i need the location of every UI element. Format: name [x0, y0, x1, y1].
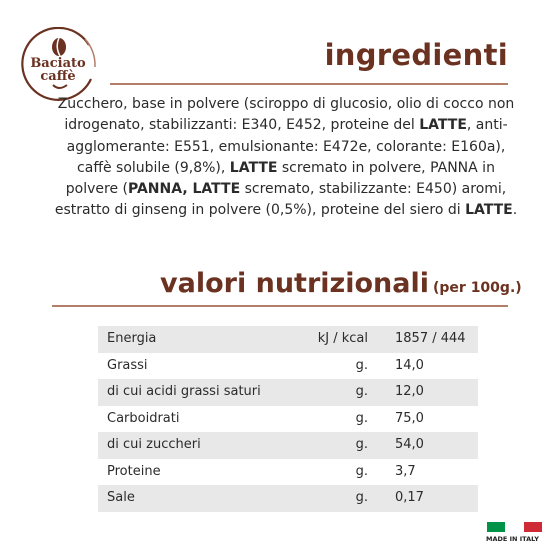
allergen-text: LATTE	[419, 117, 467, 134]
nutrient-name: Grassi	[107, 357, 148, 373]
ingredient-text: scremato, stabilizzante: E450) aromi, estratto di ginseng in polvere (0,5%), proteine del siero di	[54, 181, 507, 219]
nutrient-unit: g.	[355, 357, 368, 373]
nutrition-row	[98, 485, 478, 512]
nutrient-unit: g.	[355, 437, 368, 452]
divider-middle	[52, 305, 508, 307]
nutrition-row	[98, 459, 478, 486]
nutrient-value: 54,0	[395, 437, 424, 452]
nutrition-row	[98, 353, 478, 380]
logo-wordmark	[19, 57, 97, 83]
flag-stripe	[524, 522, 542, 532]
nutrient-value: 75,0	[395, 410, 424, 426]
nutrient-unit: g.	[355, 410, 368, 426]
nutrition-row	[98, 406, 478, 433]
ingredient-text: Zucchero, base in polvere (sciroppo di glucosio, olio di cocco non idrogenato, stabilizzanti: E340, E452, proteine del	[57, 96, 515, 134]
ingredient-text: , anti-agglomerante: E551, emulsionante: E472e, colorante: E160a), caffè solubile (9,8%),	[66, 117, 508, 176]
ingredient-text: .	[512, 202, 518, 219]
nutrition-row	[98, 326, 478, 353]
allergen-text: PANNA, LATTE	[127, 181, 241, 198]
made-in-label: MADE IN ITALY	[486, 535, 539, 543]
italian-flag-icon	[487, 522, 542, 532]
nutrition-row	[98, 379, 478, 406]
nutrient-name: Carboidrati	[107, 410, 180, 426]
nutrient-unit: g.	[355, 463, 368, 479]
nutrient-name: Energia	[107, 331, 157, 346]
ingredient-text: scremato in polvere, PANNA in polvere (	[65, 159, 495, 198]
allergen-text: LATTE	[465, 202, 513, 219]
nutrient-value: 3,7	[395, 463, 416, 479]
nutrient-value: 1857 / 444	[395, 331, 466, 346]
nutrition-subtitle: (per 100g.)	[433, 280, 522, 296]
ingredients-title: ingredienti	[324, 38, 508, 72]
nutrition-title: valori nutrizionali	[160, 268, 429, 299]
nutrient-unit: g.	[355, 384, 368, 399]
flag-stripe	[505, 522, 523, 532]
nutrient-unit: kJ / kcal	[317, 331, 368, 346]
allergen-text: LATTE	[229, 159, 278, 176]
logo-line-2: caffè	[40, 69, 76, 84]
ingredients-text	[52, 94, 520, 222]
nutrition-row	[98, 432, 478, 459]
nutrient-name: di cui zuccheri	[107, 437, 201, 452]
nutrient-value: 12,0	[395, 384, 424, 399]
nutrient-value: 14,0	[395, 357, 424, 373]
flag-stripe	[487, 522, 505, 532]
nutrient-name: Proteine	[107, 463, 161, 479]
divider-top	[110, 83, 508, 85]
nutrient-name: di cui acidi grassi saturi	[107, 384, 261, 399]
nutrient-name: Sale	[107, 490, 135, 505]
nutrient-value: 0,17	[395, 490, 424, 505]
nutrition-table	[98, 326, 478, 512]
nutrient-unit: g.	[355, 490, 368, 505]
nutrition-heading	[160, 268, 522, 299]
logo-line-1: Baciato	[30, 56, 86, 71]
